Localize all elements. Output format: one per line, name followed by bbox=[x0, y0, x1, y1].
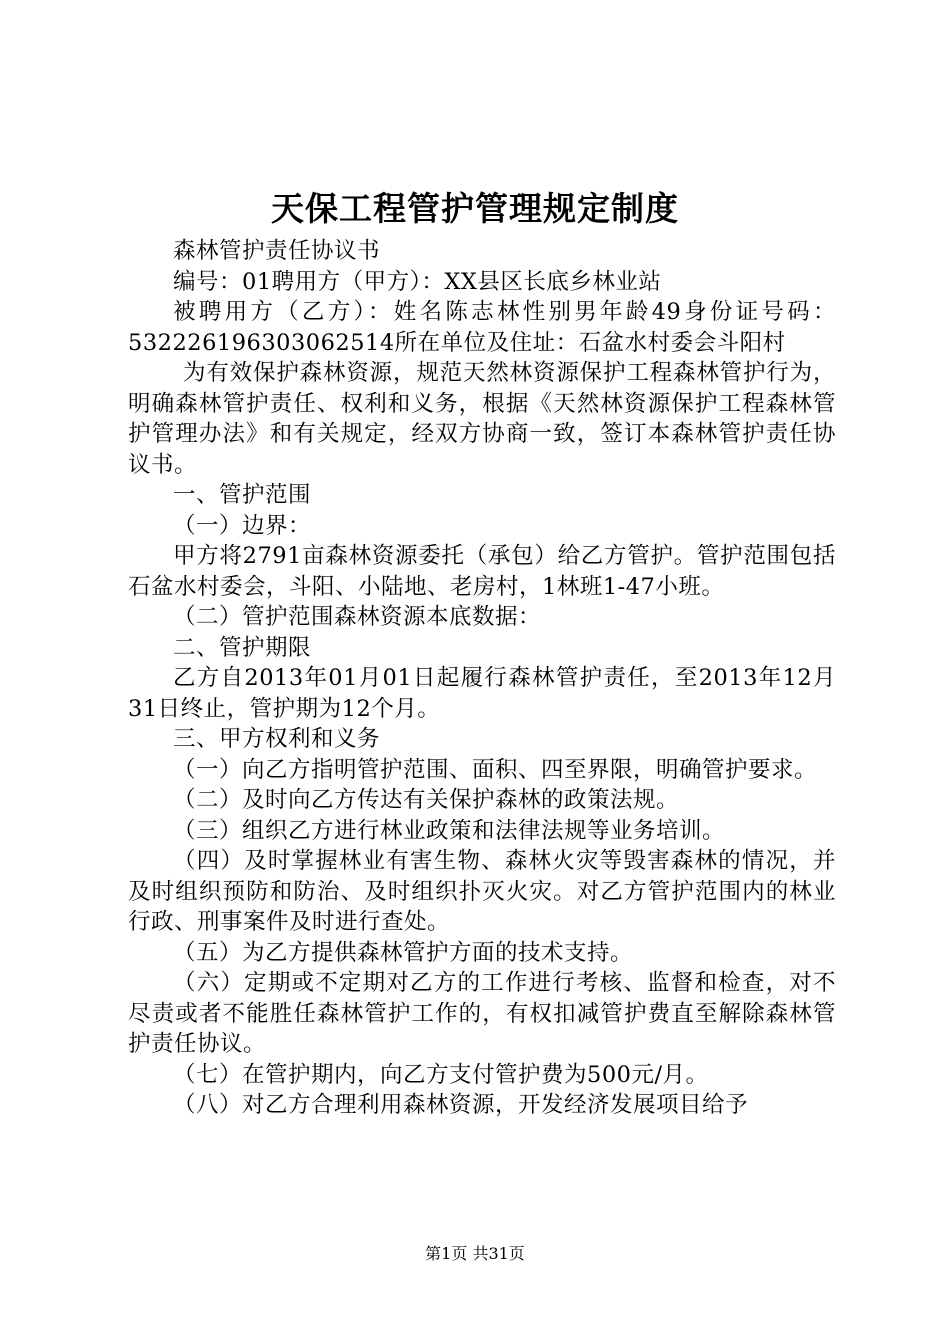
term-paragraph: 乙方自2013年01月01日起履行森林管护责任，至2013年12月31日终止，管护期为12个月。 bbox=[128, 665, 836, 722]
preamble-paragraph: 为有效保护森林资源，规范天然林资源保护工程森林管护行为，明确森林管护责任、权利和义务，根据《天然林资源保护工程森林管护管理办法》和有关规定，经双方协商一致，签订本森林管护责任协议书。 bbox=[128, 360, 836, 478]
agreement-heading: 森林管护责任协议书 bbox=[173, 238, 381, 264]
subsection-baseline-data: （二）管护范围森林资源本底数据： bbox=[173, 604, 542, 630]
scope-paragraph: 甲方将2791亩森林资源委托（承包）给乙方管护。管护范围包括石盆水村委会，斗阳、小陆地、老房村，1林班1-47小班。 bbox=[128, 543, 836, 600]
section-heading-party-a: 三、甲方权利和义务 bbox=[173, 726, 381, 752]
section-heading-term: 二、管护期限 bbox=[173, 634, 312, 661]
party-a-item-3: （三）组织乙方进行林业政策和法律法规等业务培训。 bbox=[173, 817, 726, 844]
party-a-item-4: （四）及时掌握林业有害生物、森林火灾等毁害森林的情况，并及时组织预防和防治、及时组织扑灭火灾。对乙方管护范围内的林业行政、刑事案件及时进行查处。 bbox=[128, 848, 836, 935]
subsection-boundary: （一）边界： bbox=[173, 512, 312, 539]
contract-number-line: 编号：01聘用方（甲方）：XX县区长底乡林业站 bbox=[173, 268, 662, 295]
party-a-item-7: （七）在管护期内，向乙方支付管护费为500元/月。 bbox=[173, 1061, 709, 1088]
party-a-item-6: （六）定期或不定期对乙方的工作进行考核、监督和检查，对不尽责或者不能胜任森林管护工作的，有权扣减管护费直至解除森林管护责任协议。 bbox=[128, 970, 836, 1057]
party-a-item-8: （八）对乙方合理利用森林资源，开发经济发展项目给予 bbox=[173, 1092, 749, 1118]
party-b-info: 被聘用方（乙方）：姓名陈志林性别男年龄49身份证号码：532226196303062514所在单位及住址：石盆水村委会斗阳村 bbox=[128, 299, 836, 356]
party-a-item-2: （二）及时向乙方传达有关保护森林的政策法规。 bbox=[173, 787, 680, 813]
section-heading-scope: 一、管护范围 bbox=[173, 482, 312, 508]
page-footer: 第1页 共31页 bbox=[425, 1244, 525, 1263]
party-a-item-1: （一）向乙方指明管护范围、面积、四至界限，明确管护要求。 bbox=[173, 756, 818, 783]
party-a-item-5: （五）为乙方提供森林管护方面的技术支持。 bbox=[173, 939, 634, 966]
document-title: 天保工程管护管理规定制度 bbox=[271, 189, 679, 228]
document-body bbox=[128, 236, 836, 1121]
